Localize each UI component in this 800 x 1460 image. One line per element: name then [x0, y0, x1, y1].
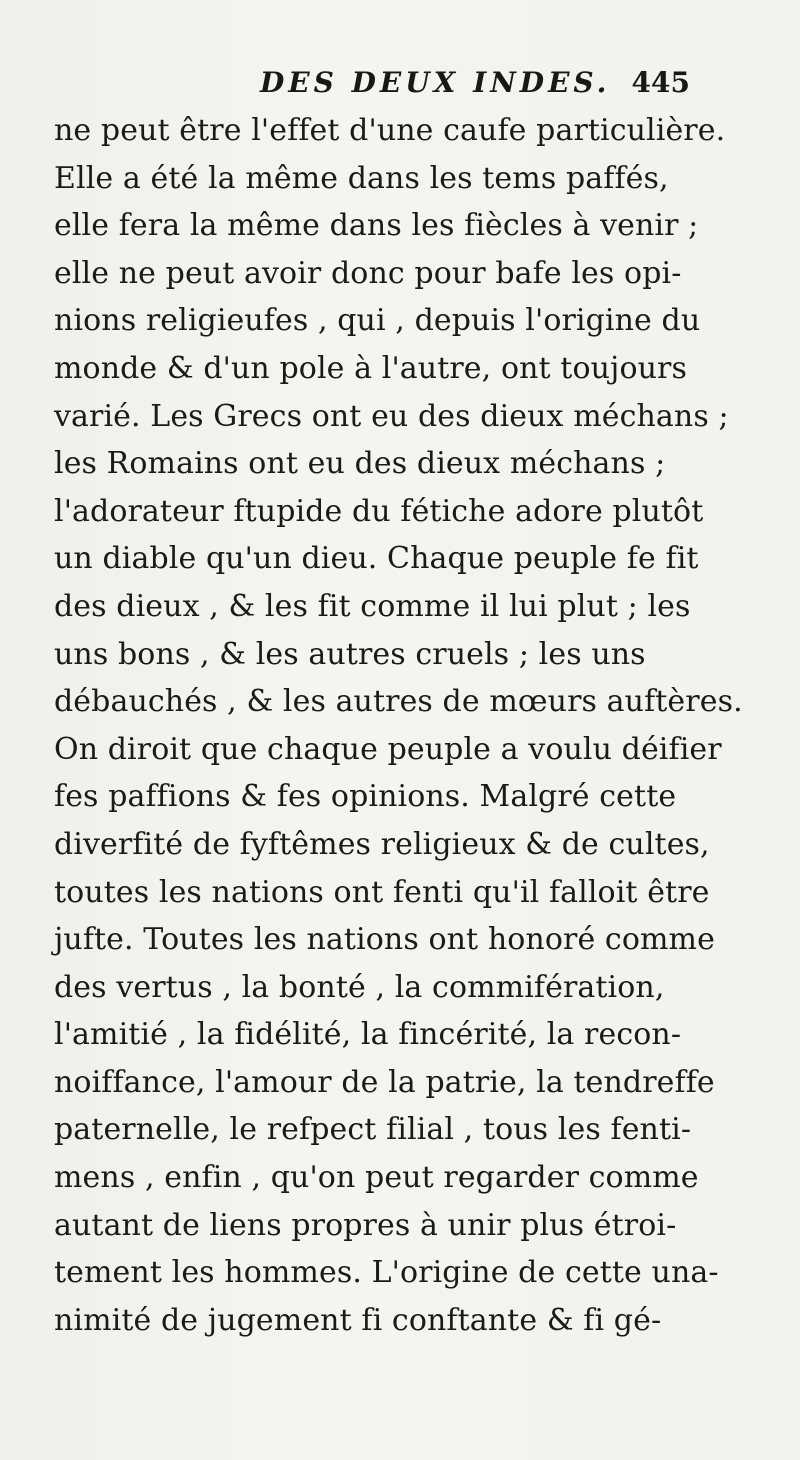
running-head-title: DES DEUX INDES. — [260, 66, 611, 99]
page-number: 445 — [631, 66, 690, 99]
body-text — [54, 107, 774, 1344]
text-line: des vertus , la bonté , la commifération, — [54, 969, 665, 1005]
text-line: tement les hommes. L'origine de cette una- — [54, 1255, 719, 1291]
text-line: l'adorateur ftupide du fétiche adore plutôt — [54, 493, 704, 529]
text-line: noiffance, l'amour de la patrie, la tendreffe — [54, 1064, 715, 1100]
text-line: des dieux , & les fit comme il lui plut ; les — [54, 588, 691, 624]
text-line: autant de liens propres à unir plus étroi- — [54, 1207, 677, 1243]
text-line: nimité de jugement fi conftante & fi gé- — [54, 1302, 662, 1338]
text-line: l'amitié , la fidélité, la fincérité, la recon- — [54, 1017, 682, 1053]
text-line: elle ne peut avoir donc pour bafe les opi- — [54, 255, 682, 291]
text-line: diverfité de fyftêmes religieux & de cultes, — [54, 826, 710, 862]
text-line: fes paffions & fes opinions. Malgré cette — [54, 779, 677, 815]
text-line: nions religieufes , qui , depuis l'origine du — [54, 303, 701, 339]
text-line: un diable qu'un dieu. Chaque peuple fe fit — [54, 541, 699, 577]
text-line: mens , enfin , qu'on peut regarder comme — [54, 1160, 699, 1196]
text-line: elle fera la même dans les fiècles à venir ; — [54, 208, 699, 244]
text-line: varié. Les Grecs ont eu des dieux méchans ; — [54, 398, 729, 434]
text-line: Elle a été la même dans les tems paffés, — [54, 160, 669, 196]
text-line: ne peut être l'effet d'une caufe particulière. — [54, 113, 726, 148]
running-head — [260, 66, 690, 106]
text-line: les Romains ont eu des dieux méchans ; — [54, 446, 666, 482]
text-line: paternelle, le refpect filial , tous les fenti- — [54, 1112, 692, 1148]
text-line: toutes les nations ont fenti qu'il falloit être — [54, 874, 710, 910]
text-line: monde & d'un pole à l'autre, ont toujours — [54, 350, 687, 386]
text-line: débauchés , & les autres de mœurs auftères. — [54, 684, 743, 720]
text-line: uns bons , & les autres cruels ; les uns — [54, 636, 646, 672]
text-line: jufte. Toutes les nations ont honoré comme — [54, 922, 715, 958]
text-line: On diroit que chaque peuple a voulu déifier — [54, 731, 722, 767]
